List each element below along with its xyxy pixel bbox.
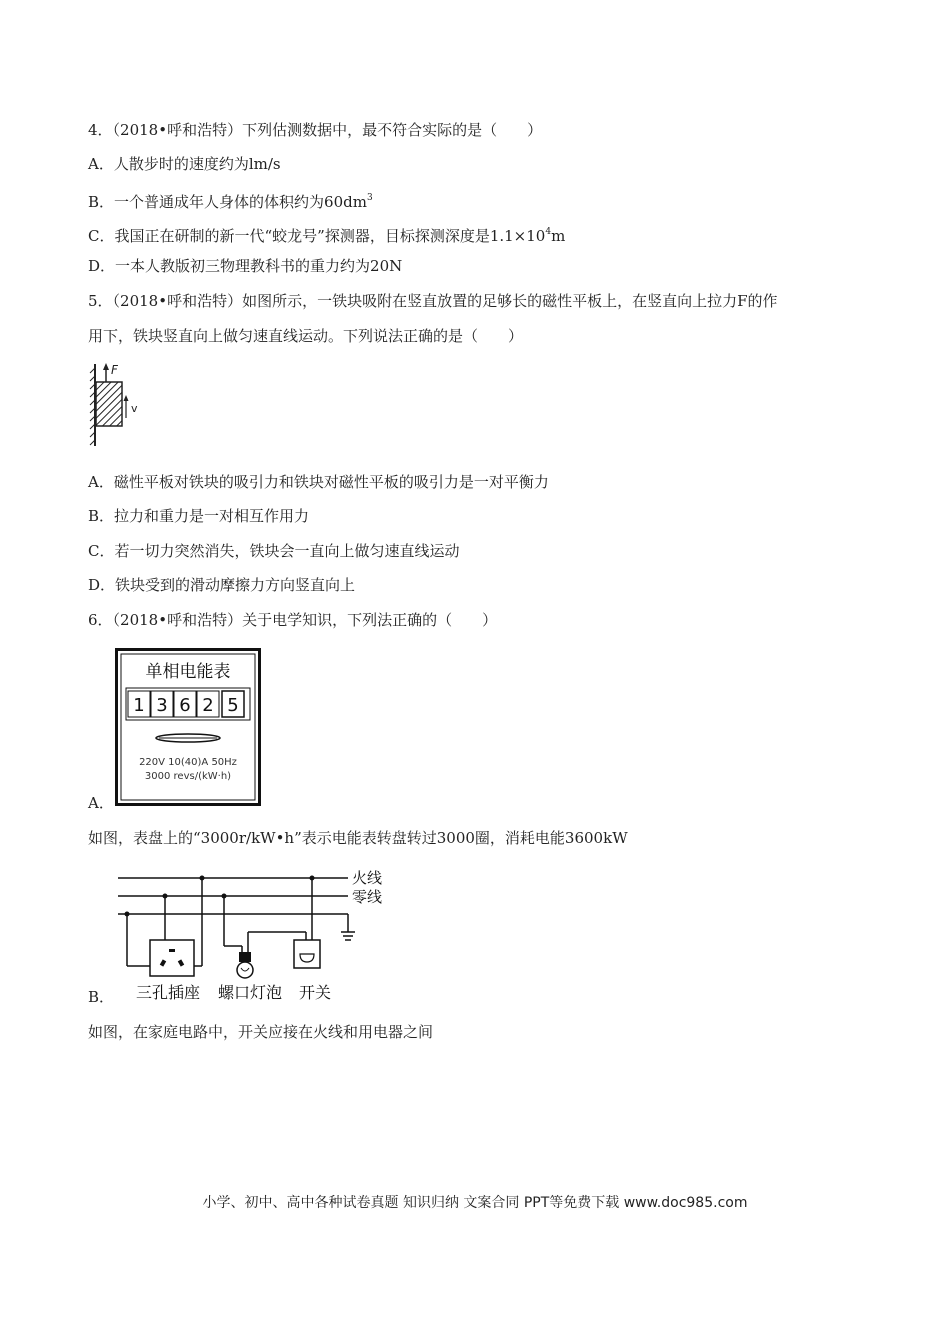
q6-option-a-label: A． [88, 794, 114, 812]
socket-label: 三孔插座 [136, 983, 201, 1002]
q6-option-b-label: B． [88, 988, 115, 1006]
switch-label: 开关 [299, 983, 332, 1002]
switch-rocker [300, 954, 314, 962]
bulb-glass [237, 962, 253, 978]
iron-block [96, 382, 122, 426]
meter-digit: 5 [227, 695, 239, 716]
velocity-arrow-head [124, 395, 129, 401]
force-arrow-head [103, 363, 109, 370]
junction-dot [222, 894, 227, 899]
q6-option-a-text: 如图，表盘上的“3000r/kW•h”表示电能表转盘转过3000圈，消耗电能3600kW [88, 829, 628, 847]
q4-stem: 4．（2018•呼和浩特）下列估测数据中，最不符合实际的是（ ） [88, 121, 543, 139]
q5-option-d: D．铁块受到的滑动摩擦力方向竖直向上 [88, 576, 356, 594]
meter-digit: 2 [202, 695, 214, 716]
three-hole-socket [150, 940, 194, 976]
q4-option-c-sup: 4 [545, 227, 552, 237]
socket-hole [169, 949, 175, 952]
q6-stem: 6．（2018•呼和浩特）关于电学知识，下列法正确的（ ） [88, 611, 498, 629]
q4-option-c [88, 222, 565, 246]
force-label: F [111, 363, 118, 377]
junction-dot [163, 894, 168, 899]
meter-title: 单相电能表 [145, 662, 231, 682]
junction-dot [200, 876, 205, 881]
household-circuit-svg [116, 862, 396, 1004]
bulb-screw-base [239, 952, 251, 962]
q4-option-b-text: B．一个普通成年人身体的体积约为60dm [88, 193, 367, 211]
q4-option-b-sup: 3 [366, 193, 373, 203]
q4-option-c-unit: m [551, 227, 566, 245]
socket-holes [160, 949, 184, 967]
velocity-label: v [131, 402, 138, 415]
meter-spec-line1: 220V 10(40)A 50Hz [139, 757, 237, 768]
bulb-label: 螺口灯泡 [218, 983, 283, 1002]
q5-figure-svg [88, 362, 148, 448]
meter-spec-line2: 3000 revs/(kW·h) [144, 771, 232, 782]
q4-option-d: D．一本人教版初三物理教科书的重力约为20N [88, 257, 403, 275]
page-footer: 小学、初中、高中各种试卷真题 知识归纳 文案合同 PPT等免费下载 www.doc985.com [202, 1195, 748, 1211]
q4-option-c-text: C．我国正在研制的新一代“蛟龙号”探测器，目标探测深度是1.1×10 [88, 227, 546, 245]
neutral-wire-label: 零线 [352, 888, 383, 906]
screw-bulb [237, 952, 253, 978]
live-wire-label: 火线 [352, 869, 383, 887]
household-circuit-figure [116, 862, 396, 1004]
q5-option-a: A．磁性平板对铁块的吸引力和铁块对磁性平板的吸引力是一对平衡力 [88, 473, 549, 491]
q6-option-b-text: 如图，在家庭电路中，开关应接在火线和用电器之间 [88, 1023, 434, 1041]
q5-stem-line1: 5．（2018•呼和浩特）如图所示，一铁块吸附在竖直放置的足够长的磁性平板上，在竖直向上拉力F的作 [88, 292, 778, 310]
meter-digit: 6 [179, 695, 191, 716]
meter-digit: 3 [156, 695, 168, 716]
electric-meter-figure [115, 648, 261, 806]
q4-option-b [88, 188, 373, 212]
socket-hole [160, 959, 166, 966]
junction-dot [310, 876, 315, 881]
q5-iron-block-figure [88, 362, 148, 448]
q4-option-a: A．人散步时的速度约为lm/s [88, 155, 281, 173]
q5-stem-line2: 用下，铁块竖直向上做匀速直线运动。下列说法正确的是（ ） [88, 327, 524, 345]
junction-dot [125, 912, 130, 917]
q5-option-b: B．拉力和重力是一对相互作用力 [88, 507, 310, 525]
electric-meter-svg [115, 648, 261, 806]
q5-option-c: C．若一切力突然消失，铁块会一直向上做匀速直线运动 [88, 542, 460, 560]
meter-digit: 1 [133, 695, 145, 716]
socket-hole [178, 959, 184, 966]
